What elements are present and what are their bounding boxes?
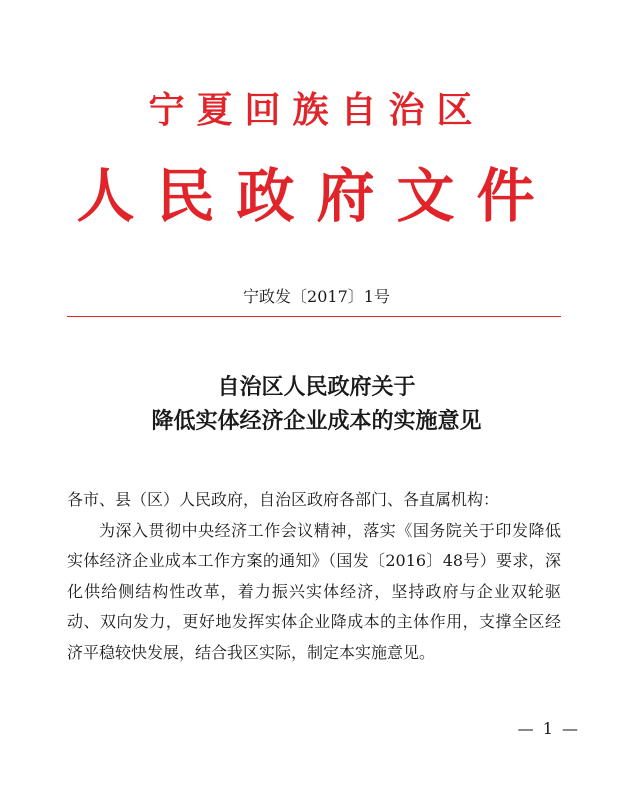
- body-paragraph: 为深入贯彻中央经济工作会议精神，落实《国务院关于印发降低实体经济企业成本工作方案的通知》（国发〔2016〕48号）要求，深化供给侧结构性改革，着力振兴实体经济，坚持政府与企业双轮驱动、双向发力，更好地发挥实体企业降成本的主体作用，支撑全区经济平稳较快发展，结合我区实际，制定本实施意见。: [67, 520, 561, 662]
- document-number: 宁政发〔2017〕1号: [243, 287, 390, 306]
- document-title: [0, 370, 633, 438]
- page-number: — 1 —: [517, 719, 580, 738]
- title-line-1: 自治区人民政府关于: [217, 374, 416, 400]
- document-body: [67, 485, 561, 668]
- red-separator-line: [67, 316, 561, 317]
- issuer-name: 宁夏回族自治区: [148, 89, 485, 131]
- salutation: 各市、县（区）人民政府，自治区政府各部门、各直属机构：: [67, 490, 500, 509]
- title-line-2: 降低实体经济企业成本的实施意见: [151, 408, 482, 434]
- document-type-heading: 人民政府文件: [76, 162, 557, 230]
